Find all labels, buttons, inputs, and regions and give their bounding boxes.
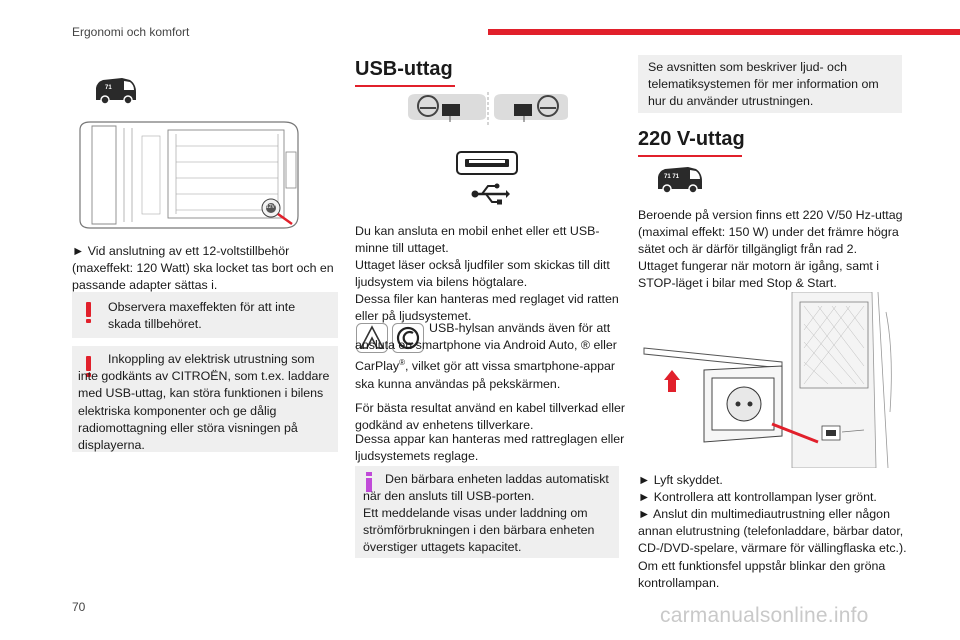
usb-location-icon: [408, 90, 568, 128]
usb-p1: Du kan ansluta en mobil enhet eller ett USB-minne till uttaget.: [355, 224, 600, 256]
top-note-box: [638, 55, 902, 113]
socket-220-p2: Uttaget fungerar när motorn är igång, samt i STOP-läget i bilar med Stop & Start.: [638, 259, 880, 291]
warning-box-1: [72, 292, 338, 338]
step-2: ► Kontrollera att kontrollampan lyser grönt.: [638, 490, 877, 504]
van-floor-illustration: [72, 116, 302, 234]
usb-heading: USB-uttag: [355, 58, 453, 80]
socket-220-heading-underline: [638, 155, 742, 157]
bullet-12v: ► Vid anslutning av ett 12-voltstillbehör (maxeffekt: 120 Watt) ska locket tas bort och en passande adapter sättas i.: [72, 244, 334, 293]
usb-symbol-icon: [470, 182, 510, 206]
socket-label: 12V: [266, 204, 275, 210]
usb-p3: Dessa filer kan hanteras med reglaget vid ratten eller på ljudsystemet.: [355, 292, 619, 324]
van-icon: [94, 76, 138, 106]
warning-icon: [86, 302, 91, 322]
van-icon-2-label: 71 71: [664, 174, 680, 180]
watermark: carmanualsonline.info: [660, 604, 869, 627]
usb-p4-b: , vilket gör att vissa smartphone-appar ska kunna användas på pekskärmen.: [355, 359, 616, 391]
page-number: 70: [72, 600, 86, 614]
section-title: Ergonomi och komfort: [72, 25, 190, 39]
van-icon-2: [656, 165, 704, 195]
warning-1-text: Observera maxeffekten för att inte skada tillbehöret.: [108, 300, 296, 332]
header-accent-bar: [488, 29, 960, 35]
usb-p4: [355, 320, 625, 393]
usb-p5: För bästa resultat använd en kabel tillverkad eller godkänd av enhetens tillverkare.: [355, 401, 625, 433]
socket-220-illustration: [642, 292, 898, 468]
info-1-text: Den bärbara enheten laddas automatiskt när den ansluts till USB-porten.: [363, 472, 609, 504]
step-3: ► Anslut din multimediautrustning eller någon annan elutrustning (telefonladdare, bärbar dator, CD-/DVD-spelare, värmare för vällingflaska etc.). Om ett funktionsfel uppstår blinkar den gröna kontrollampan.: [638, 507, 907, 590]
usb-p2: Uttaget läser också ljudfiler som skickas till ditt ljudsystem via bilens högtalare.: [355, 258, 610, 290]
usb-heading-underline: [355, 85, 455, 87]
info-box: [355, 466, 619, 558]
usb-p4-sup: ®: [399, 358, 405, 368]
warning-2-text: Inkoppling av elektrisk utrustning som inte godkänts av CITROËN, som t.ex. laddare med USB-uttag, kan störa funktionen i bilens elektriska komponenter och ge dålig radiomottagning eller störa visningen på displayerna.: [78, 352, 330, 453]
top-note-text: Se avsnitten som beskriver ljud- och telematiksystemen för mer information om hur du använder utrustningen.: [648, 60, 879, 109]
socket-220-heading: 220 V-uttag: [638, 128, 745, 150]
usb-p4-a: USB-hylsan används även för att ansluta en smartphone via Android Auto, ® eller CarPlay: [355, 321, 617, 374]
info-2-text: Ett meddelande visas under laddning om strömförbrukningen i den bärbara enheten överstiger uttagets kapacitet.: [363, 506, 595, 555]
step-1: ► Lyft skyddet.: [638, 473, 723, 487]
socket-220-p1: Beroende på version finns ett 220 V/50 Hz-uttag (maximal effekt: 150 W) under det främre högra sätet och är därför tillgängligt från rad 2.: [638, 208, 903, 257]
usb-p6: Dessa appar kan hanteras med rattreglagen eller ljudsystemets reglage.: [355, 432, 625, 464]
van-icon-label: 71: [105, 85, 112, 91]
warning-box-2: [72, 346, 338, 452]
